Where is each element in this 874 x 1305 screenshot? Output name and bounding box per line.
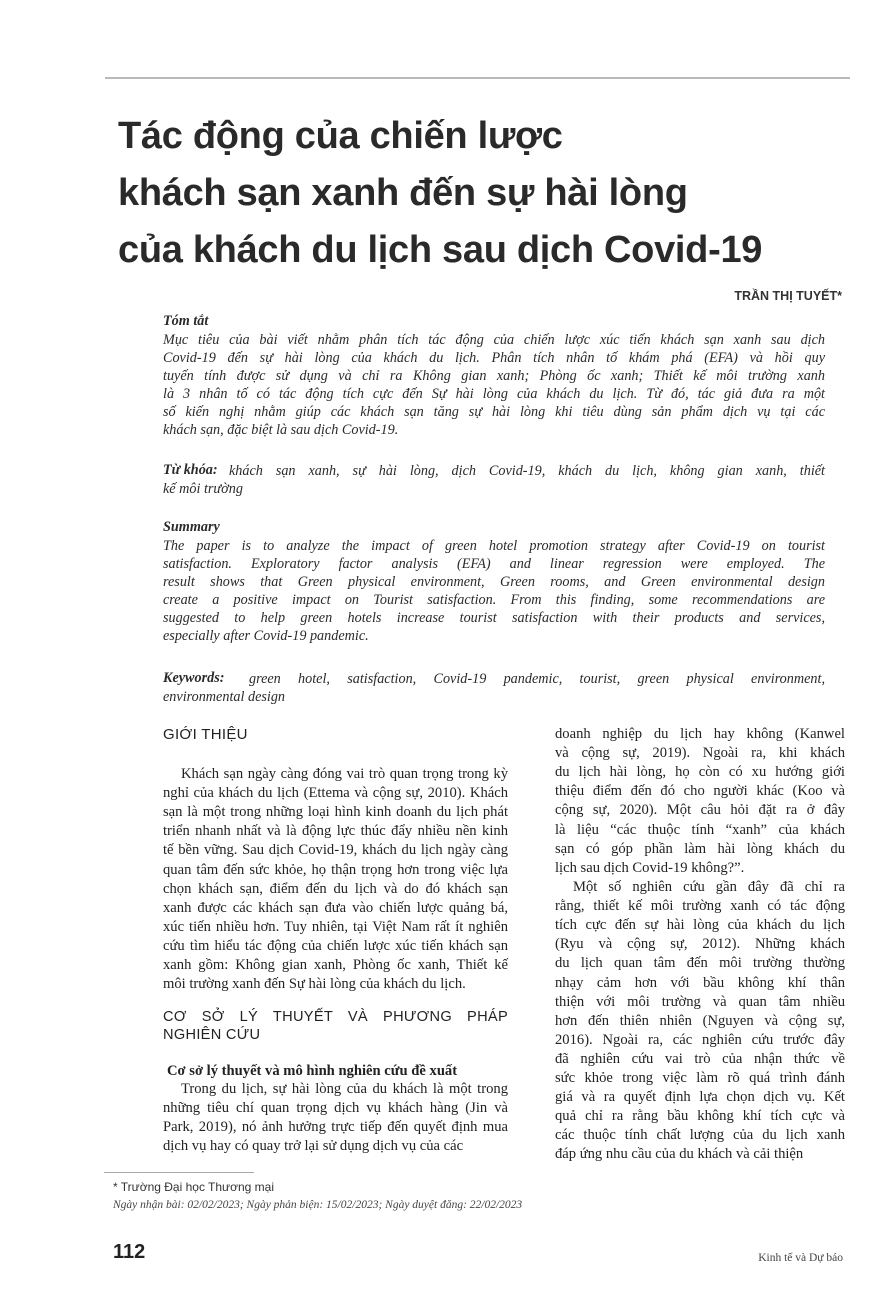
- subheading-theory: Cơ sở lý thuyết và mô hình nghiên cứu đề xuất: [167, 1063, 458, 1079]
- abstract-vi-label: Tóm tắt: [163, 313, 209, 329]
- body-line: du lịch quan tâm đến môi trường thường: [555, 955, 845, 972]
- body-line: những tiêu chí quan trọng dịch vụ khách hàng (Jin và: [163, 1100, 508, 1117]
- body-line: lịch sau dịch Covid-19 không?”.: [555, 859, 745, 876]
- abstract-vi-line: khách sạn, đặc biệt là sau dịch Covid-19.: [163, 422, 399, 438]
- body-line: cộng sự, 2020). Một câu hỏi đặt ra ở đây: [555, 802, 845, 819]
- keywords-en-label: Keywords:: [163, 670, 225, 686]
- body-line: thiện với môi trường và quan tâm nhiều: [555, 993, 845, 1010]
- abstract-vi-line: tuyến tính được sử dụng và chỉ ra Không gian xanh; Phòng ốc xanh; Thiết kế môi trường xanh: [163, 368, 825, 384]
- abstract-vi-line: là 3 nhân tố có tác động tích cực đến Sự hài lòng của khách du lịch. Từ đó, tác giả đưa ra một: [163, 386, 825, 402]
- section-heading-theory: CƠ SỞ LÝ THUYẾT VÀ PHƯƠNG PHÁP: [163, 1009, 508, 1025]
- abstract-en-line: especially after Covid-19 pandemic.: [163, 628, 369, 644]
- abstract-en-line: The paper is to analyze the impact of green hotel promotion strategy after Covid-19 on tourist: [163, 538, 825, 554]
- body-line: nghỉ của khách du lịch (Ettema và cộng sự, 2010). Khách: [163, 785, 508, 802]
- title-line: của khách du lịch sau dịch Covid-19: [118, 229, 763, 271]
- abstract-vi-line: Covid-19 đến sự hài lòng của khách du lịch. Phân tích nhân tố khám phá (EFA) và hồi quy: [163, 350, 825, 366]
- keywords-en-line: green hotel, satisfaction, Covid-19 pandemic, tourist, green physical environment,: [249, 671, 825, 687]
- body-line: rằng, thiết kế môi trường xanh có tác động: [555, 898, 845, 915]
- abstract-en-line: create a positive impact on Tourist satisfaction. From this finding, some recommendations are: [163, 592, 825, 608]
- title-line: Tác động của chiến lược: [118, 115, 563, 157]
- body-line: doanh nghiệp du lịch hay không (Kanwel: [555, 726, 845, 742]
- body-line: cứu tìm hiểu tác động của chiến lược xúc tiến khách sạn: [163, 937, 508, 954]
- body-line: tích cực đến sự hài lòng của khách du lịch: [555, 917, 845, 934]
- footnote-dates: Ngày nhận bài: 02/02/2023; Ngày phản biện: 15/02/2023; Ngày duyệt đăng: 22/02/2023: [113, 1199, 523, 1211]
- abstract-vi-line: Mục tiêu của bài viết nhằm phân tích tác động của chiến lược xúc tiến khách sạn xanh sau dịch: [163, 332, 825, 348]
- body-line: 2016). Ngoài ra, các nghiên cứu trước đây: [555, 1031, 845, 1048]
- body-line: sạn là một trong những loại hình kinh doanh du lịch phát: [163, 804, 508, 821]
- body-line: nhạy cảm hơn với bầu không khí thân: [555, 974, 845, 991]
- section-heading-intro: GIỚI THIỆU: [163, 726, 248, 743]
- abstract-vi-line: số kiến nghị nhằm giúp các khách sạn tăng sự hài lòng khi tiêu dùng sản phẩm dịch vụ tại các: [163, 404, 825, 420]
- body-line: Khách sạn ngày càng đóng vai trò quan trọng trong kỳ: [181, 766, 508, 782]
- body-line: Một số nghiên cứu gần đây đã chỉ ra: [573, 879, 845, 895]
- body-line: tế bền vững. Sau dịch Covid-19, khách du lịch ngày càng: [163, 842, 508, 859]
- body-line: chọn khách sạn, điểm đến du lịch và do đó khách sạn: [163, 880, 508, 897]
- keywords-vi-line: khách sạn xanh, sự hài lòng, dịch Covid-19, khách du lịch, không gian xanh, thiết: [229, 463, 825, 479]
- body-line: xanh được các khách sạn đưa vào chiến lược quảng bá,: [163, 899, 508, 916]
- body-line: dịch vụ hay có quay trở lại sử dụng dịch vụ của các: [163, 1138, 464, 1155]
- body-line: giá và ra quyết định lựa chọn dịch vụ. Kết: [555, 1089, 845, 1106]
- journal-name: Kinh tế và Dự báo: [758, 1252, 843, 1264]
- body-line: sức khỏe trong việc làm rõ quá trình đánh: [555, 1070, 845, 1086]
- title-line: khách sạn xanh đến sự hài lòng: [118, 172, 688, 214]
- keywords-vi-label: Từ khóa:: [163, 462, 218, 478]
- abstract-en-line: suggested to help green hotels increase tourist satisfaction with their products and services,: [163, 610, 825, 626]
- body-line: sạn có góp phần làm hài lòng khách du: [555, 840, 845, 857]
- body-line: Park, 2019), nó ảnh hưởng trực tiếp đến quyết định mua: [163, 1119, 508, 1136]
- body-line: xúc tiến nhiều hơn. Tuy nhiên, tại Việt Nam rất ít nghiên: [163, 918, 508, 935]
- body-line: đã nghiên cứu vai trò của nhận thức về: [555, 1050, 845, 1067]
- body-line: xanh gồm: Không gian xanh, Phòng ốc xanh, Thiết kế: [163, 957, 508, 973]
- body-line: triển nhanh nhất và là động lực thúc đẩy nhiều nền kinh: [163, 823, 508, 840]
- body-line: quan tâm đến sức khỏe, họ thận trọng hơn trong việc lựa: [163, 861, 508, 878]
- body-line: môi trường xanh đến Sự hài lòng của khách du lịch.: [163, 976, 466, 993]
- section-heading-theory: NGHIÊN CỨU: [163, 1027, 261, 1043]
- article-title: [118, 108, 762, 279]
- body-line: các thuộc tính chất lượng của du lịch xanh: [555, 1127, 845, 1144]
- body-line: đáp ứng nhu cầu của du khách và cải thiện: [555, 1146, 804, 1163]
- body-line: thiệu điểm đến đó cho người khác (Koo và: [555, 783, 845, 800]
- header-rule: [105, 77, 850, 79]
- author-name: TRẦN THỊ TUYẾT*: [734, 289, 842, 303]
- page-number: 112: [113, 1241, 146, 1263]
- abstract-en-line: result shows that Green physical environment, Green rooms, and Green environmental design: [163, 574, 825, 590]
- abstract-en-line: satisfaction. Exploratory factor analysis (EFA) and linear regression were employed. The: [163, 556, 825, 572]
- body-line: và cộng sự, 2019). Ngoài ra, khi khách: [555, 745, 845, 762]
- footnote-affiliation: * Trường Đại học Thương mại: [113, 1180, 274, 1194]
- body-line: quả chỉ ra rằng bầu không khí tích cực và: [555, 1108, 845, 1125]
- body-line: du lịch hài lòng, họ còn có xu hướng giới: [555, 764, 845, 781]
- body-line: (Ryu và cộng sự, 2012). Những khách: [555, 936, 845, 953]
- footnote-rule: [104, 1172, 254, 1173]
- abstract-en-label: Summary: [163, 519, 220, 535]
- keywords-vi-line: kế môi trường: [163, 481, 243, 497]
- body-line: hơn đến thiên nhiên (Nguyen và cộng sự,: [555, 1012, 845, 1029]
- keywords-en-line: environmental design: [163, 689, 286, 705]
- body-line: là liệu “các thuộc tính “xanh” của khách: [555, 821, 845, 838]
- body-line: Trong du lịch, sự hài lòng của du khách là một trong: [181, 1081, 508, 1097]
